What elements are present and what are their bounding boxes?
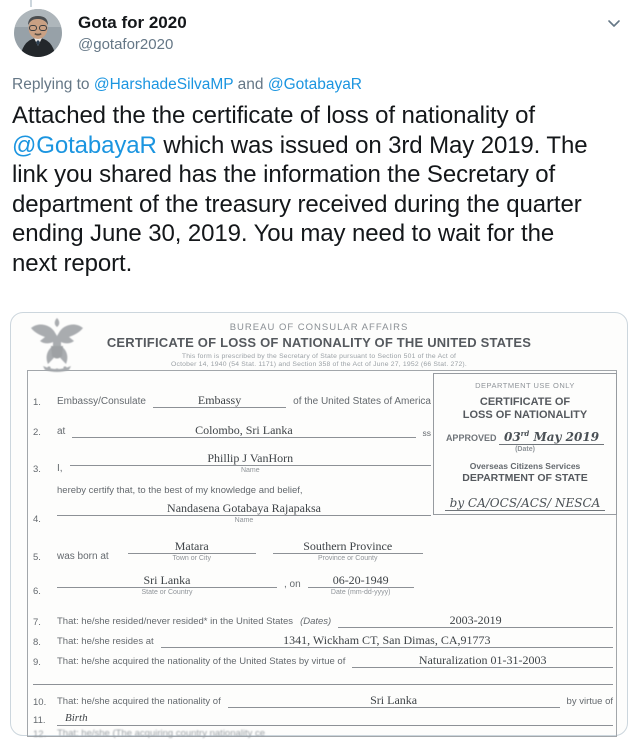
cert-bureau-header: BUREAU OF CONSULAR AFFAIRS	[229, 322, 409, 333]
item6-date-sublabel: Date (mm-dd-yyyy)	[330, 589, 391, 596]
item3-value-group	[70, 451, 431, 475]
item5-town-sublabel: Town or City	[172, 555, 211, 562]
tweet-text-segment: link you shared has the information the Secretary of	[12, 161, 556, 188]
item-number: 3.	[33, 464, 41, 475]
item-number: 12.	[33, 729, 47, 740]
tweet-text-segment: department of the treasury received during the quarter	[12, 190, 582, 218]
dept-approved-row	[434, 429, 616, 445]
form-row-3	[33, 451, 431, 475]
item3-value: Phillip J VanHorn	[70, 451, 431, 466]
form-row-10	[33, 693, 613, 708]
form-row-2	[33, 423, 431, 438]
tweet-text	[12, 101, 634, 278]
item2-ss-label: ss	[422, 428, 431, 438]
item-number: 5.	[33, 552, 41, 563]
approved-month-year: May 2019	[529, 430, 600, 444]
dept-cert-title-line1: CERTIFICATE OF	[479, 396, 571, 408]
tweet-text-line	[12, 101, 634, 131]
dept-cert-title	[434, 396, 616, 422]
body-mention-gotabayar[interactable]: @GotabayaR	[12, 131, 157, 159]
chevron-down-icon	[604, 14, 624, 34]
item5-province-group	[273, 539, 423, 563]
item11-birth-handwritten: Birth	[57, 711, 613, 726]
approved-ordinal: rd	[520, 429, 530, 438]
item-number: 8.	[33, 637, 41, 648]
cert-fine-print-2: October 14, 1940 (54 Stat. 1171) and Section 358 of the Act of June 27, 1952 (66 Stat. 272).	[170, 361, 467, 368]
item1-suffix: of the United States of America	[293, 396, 431, 407]
certify-statement: hereby certify that, to the best of my knowledge and belief,	[57, 485, 303, 496]
form-row-12-partial	[33, 728, 613, 740]
thread-connector-line	[30, 0, 32, 7]
item6-date-group	[308, 573, 414, 597]
dept-dos-label: DEPARTMENT OF STATE	[462, 472, 588, 484]
item7-label: That: he/she resided/never resided* in the United States	[57, 616, 294, 627]
tweet-text-line	[12, 160, 634, 190]
profile-photo-image	[14, 9, 62, 57]
tweet-text-line	[12, 219, 634, 249]
dept-use-only-label: DEPARTMENT USE ONLY	[475, 381, 575, 390]
item-number: 6.	[33, 586, 41, 597]
item4-value-group	[57, 501, 431, 525]
tweet-text-line	[12, 131, 634, 161]
form-row-8	[33, 633, 613, 648]
item9-label: That: he/she acquired the nationality of the United States by virtue of	[57, 656, 346, 667]
item2-value: Colombo, Sri Lanka	[72, 423, 415, 438]
dept-ocs-label: Overseas Citizens Services	[469, 461, 581, 471]
form-row-5	[33, 539, 435, 563]
tweet-text-segment: which was issued on 3rd May 2019. The	[156, 131, 588, 159]
tweet-media-certificate-image[interactable]	[10, 312, 628, 740]
item7-dates-label: (Dates)	[300, 616, 332, 627]
item4-sublabel: Name	[234, 517, 254, 524]
item10-suffix: by virtue of	[566, 696, 613, 707]
approved-day: 03	[503, 430, 521, 444]
author-name[interactable]: Gota for 2020	[78, 13, 187, 32]
author-handle[interactable]: @gotafor2020	[78, 36, 174, 53]
tweet-text-line	[12, 190, 634, 220]
item-number: 11.	[33, 715, 46, 726]
reply-mention-gotabayar[interactable]: @GotabayaR	[267, 76, 363, 93]
form-row-4	[33, 501, 431, 525]
item-number: 4.	[33, 514, 41, 525]
item1-value: Embassy	[153, 393, 286, 408]
dept-cert-title-line2: LOSS OF NATIONALITY	[462, 409, 588, 421]
reply-mention-harshadesilvamp[interactable]: @HarshadeSilvaMP	[93, 76, 234, 93]
form-row-6	[33, 573, 435, 597]
item9-value: Naturalization 01-31-2003	[352, 653, 613, 668]
cert-title: CERTIFICATE OF LOSS OF NATIONALITY OF THE UNITED STATES	[106, 335, 532, 350]
item8-value: 1341, Wickham CT, San Dimas, CA,91773	[161, 633, 613, 648]
form-row-9	[33, 653, 613, 668]
item10-value: Sri Lanka	[228, 693, 560, 708]
item5-province-sublabel: Province or County	[317, 555, 378, 562]
form-row-1	[33, 393, 431, 408]
item2-label: at	[57, 426, 66, 437]
item12-label: That: he/she (The acquiring country nationality ce	[57, 728, 266, 739]
item-number: 7.	[33, 617, 41, 628]
item6-country-value: Sri Lanka	[57, 573, 277, 588]
replying-and: and	[233, 76, 268, 93]
item-number: 9.	[33, 657, 41, 668]
approved-date-handwritten	[499, 429, 604, 445]
item6-date-value: 06-20-1949	[308, 573, 414, 588]
cert-fine-print-1: This form is prescribed by the Secretary of State pursuant to Section 501 of the Act of	[181, 353, 457, 360]
item1-label: Embassy/Consulate	[57, 396, 146, 407]
tweet-text-segment: Attached the the certificate of loss of nationality of	[12, 102, 535, 129]
avatar[interactable]	[14, 9, 62, 57]
form-row-7	[33, 613, 613, 628]
item6-country-group	[57, 573, 277, 597]
tweet-text-line	[12, 249, 634, 279]
item6-on-label: , on	[284, 579, 301, 590]
item-number: 2.	[33, 427, 41, 438]
item3-label: I,	[57, 463, 63, 474]
dept-routing-handwritten	[434, 494, 616, 512]
item5-province-value: Southern Province	[273, 539, 423, 554]
dept-date-label: (Date)	[515, 446, 535, 453]
item8-label: That: he/she resides at	[57, 636, 154, 647]
approved-label: APPROVED	[445, 433, 497, 443]
tweet-text-segment: ending June 30, 2019. You may need to wait for the	[12, 220, 555, 247]
item5-label: was born at	[57, 551, 109, 562]
form-row-11	[33, 711, 613, 726]
item10-label: That: he/she acquired the nationality of	[57, 696, 221, 707]
item7-value: 2003-2019	[338, 613, 613, 628]
tweet-more-button[interactable]	[604, 14, 624, 34]
item5-town-value: Matara	[128, 539, 256, 554]
item-number: 10.	[33, 697, 47, 708]
item6-country-sublabel: State or Country	[141, 589, 193, 596]
tweet-text-segment: next report.	[12, 249, 133, 277]
cert-department-use-box	[433, 373, 617, 515]
item3-sublabel: Name	[240, 467, 260, 474]
replying-prefix: Replying to	[12, 76, 94, 93]
item9-continuation-line	[33, 677, 613, 685]
item4-value: Nandasena Gotabaya Rajapaksa	[57, 501, 431, 516]
item-number: 1.	[33, 397, 41, 408]
routing-code: by CA/OCS/ACS/ NESCA	[445, 496, 606, 511]
item5-town-group	[128, 539, 256, 563]
replying-to-line	[12, 76, 362, 94]
